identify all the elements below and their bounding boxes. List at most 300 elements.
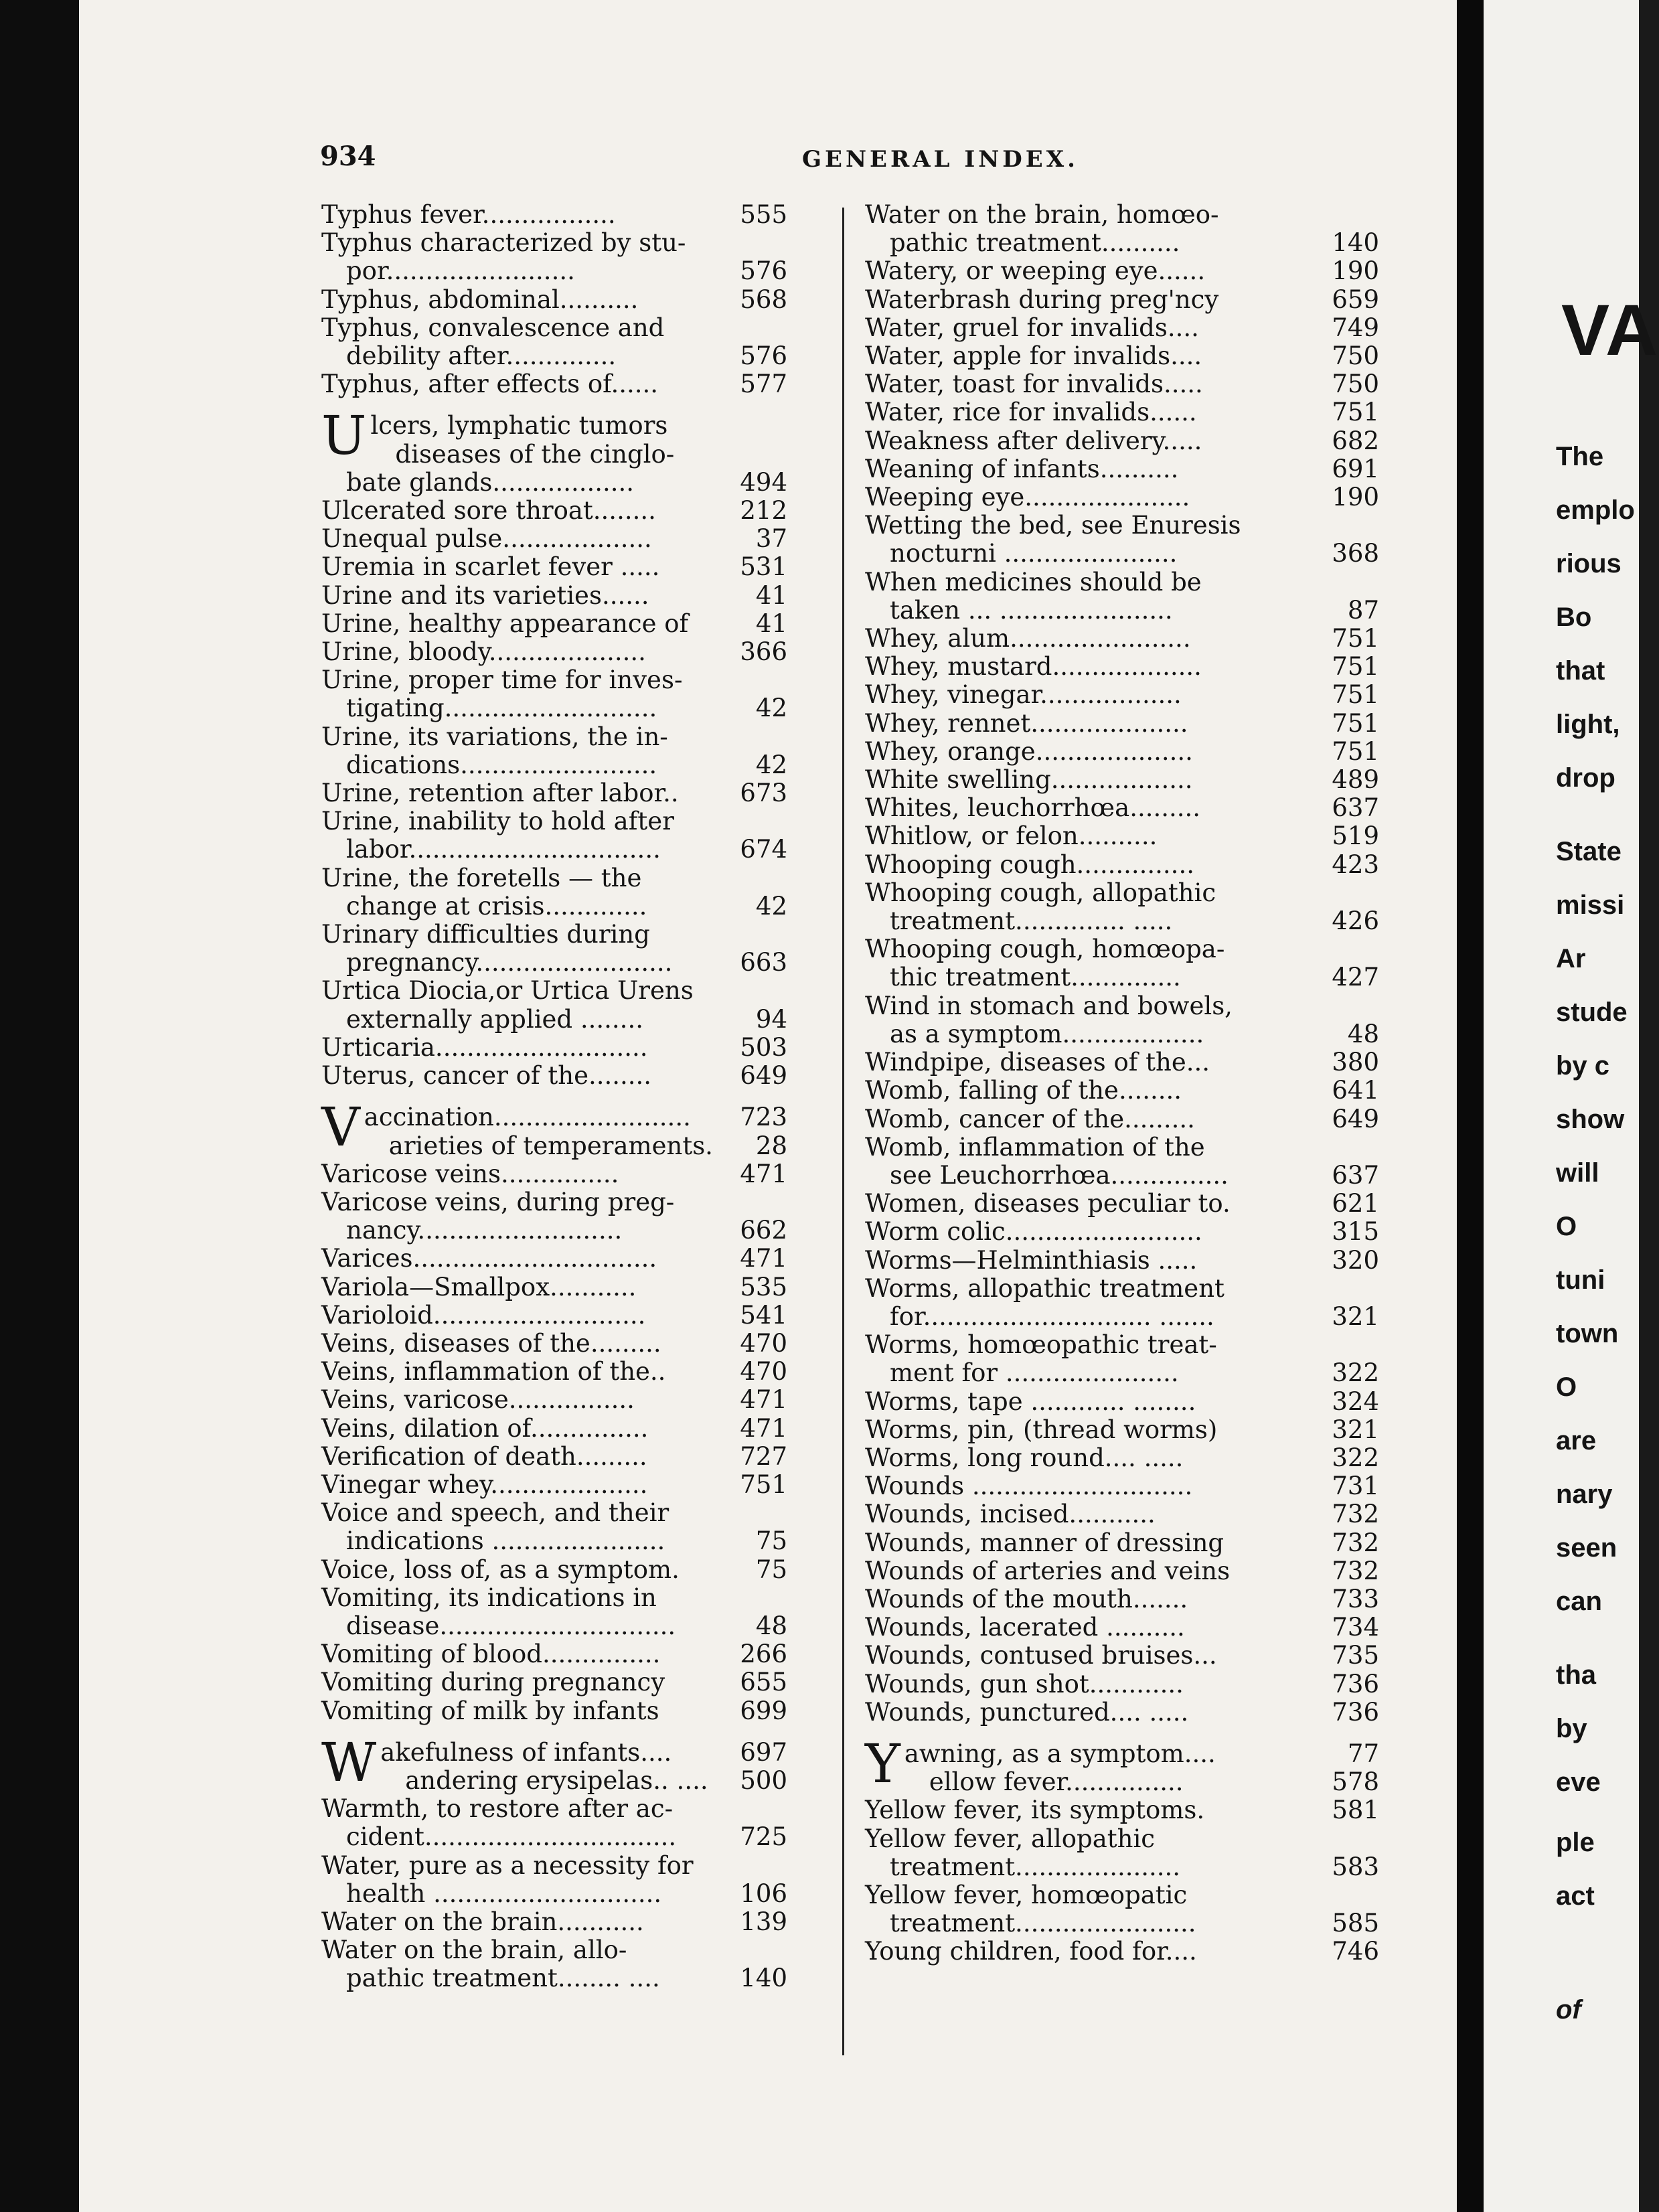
index-entry	[865, 1613, 1379, 1642]
index-column-left	[321, 201, 787, 1993]
index-entry	[865, 1529, 1379, 1557]
entry-text: Urine, proper time for inves-	[321, 665, 683, 695]
index-entry	[321, 1358, 787, 1386]
index-entry	[865, 398, 1379, 426]
index-entry	[321, 1795, 787, 1823]
entry-page: 212	[740, 496, 787, 526]
facing-page-fragment: Bo	[1556, 603, 1592, 632]
index-entry	[321, 1908, 787, 1936]
entry-text: Whooping cough, allopathic	[865, 878, 1216, 907]
index-entry	[321, 779, 787, 807]
index-entry	[321, 525, 787, 553]
index-entry	[865, 653, 1379, 681]
entry-page: 471	[740, 1159, 787, 1188]
entry-text: debility after..............	[321, 341, 617, 371]
facing-page-fragment: show	[1556, 1105, 1625, 1134]
entry-text: Wind in stomach and bowels,	[865, 991, 1233, 1020]
facing-page-fragment: missi	[1556, 890, 1625, 920]
entry-page: 576	[740, 341, 787, 371]
index-entry	[321, 1245, 787, 1273]
facing-page-fragment: tha	[1556, 1660, 1596, 1690]
index-entry	[865, 201, 1379, 229]
entry-page: 503	[740, 1032, 787, 1062]
index-entry	[321, 921, 787, 949]
index-entry	[865, 597, 1379, 625]
facing-page-heading: VA	[1561, 289, 1659, 370]
entry-text: Waterbrash during preg'ncy	[865, 285, 1219, 314]
entry-page: 494	[740, 467, 787, 497]
entry-text: Wakefulness of infants....	[321, 1731, 672, 1794]
entry-page: 736	[1332, 1669, 1379, 1698]
entry-text: Uterus, cancer of the........	[321, 1061, 652, 1091]
index-entry	[865, 1670, 1379, 1698]
index-entry	[865, 1331, 1379, 1359]
index-column-right	[865, 201, 1379, 1966]
entry-text: Wounds, punctured.... .....	[865, 1697, 1189, 1727]
entry-text: Variola—Smallpox...........	[321, 1272, 637, 1301]
entry-page: 637	[1332, 1160, 1379, 1190]
entry-page: 697	[740, 1737, 787, 1767]
entry-page: 732	[1332, 1528, 1379, 1557]
entry-text: Vaccination.........................	[321, 1096, 691, 1159]
index-entry	[865, 483, 1379, 511]
entry-text: Water, rice for invalids......	[865, 398, 1197, 427]
entry-page: 42	[755, 694, 787, 723]
facing-page-fragment: emplo	[1556, 495, 1635, 525]
entry-page: 489	[1332, 765, 1379, 795]
index-entry	[865, 286, 1379, 314]
index-entry	[321, 1006, 787, 1034]
entry-text: Women, diseases peculiar to.	[865, 1189, 1231, 1218]
entry-page: 555	[740, 200, 787, 229]
index-entry	[321, 1852, 787, 1880]
entry-text: Veins, inflammation of the..	[321, 1357, 666, 1387]
entry-text: for............................. .......	[865, 1301, 1214, 1331]
entry-text: Yawning, as a symptom....	[865, 1732, 1216, 1795]
entry-text: as a symptom..................	[865, 1019, 1204, 1048]
index-entry	[321, 1964, 787, 1992]
entry-text: cident................................	[321, 1822, 677, 1852]
entry-page: 691	[1332, 454, 1379, 483]
entry-text: andering erysipelas.. ....	[380, 1765, 708, 1795]
index-entry	[865, 681, 1379, 709]
index-entry	[321, 582, 787, 610]
index-entry	[321, 257, 787, 285]
index-entry	[865, 1247, 1379, 1275]
index-entry	[321, 638, 787, 666]
entry-page: 641	[1332, 1076, 1379, 1105]
index-entry	[865, 511, 1379, 540]
entry-text: Worms, homœopathic treat-	[865, 1330, 1217, 1360]
page-gutter	[1457, 0, 1484, 2212]
entry-page: 751	[1332, 708, 1379, 738]
entry-text: pathic treatment........ ....	[321, 1964, 660, 1993]
facing-page-fragment: are	[1556, 1426, 1597, 1455]
index-entry	[865, 1416, 1379, 1444]
index-entry	[321, 1443, 787, 1471]
facing-page-fragment: tuni	[1556, 1265, 1605, 1295]
facing-page-fragment: State	[1556, 837, 1622, 866]
entry-page: 500	[740, 1765, 787, 1795]
entry-text: Ulcers, lymphatic tumors	[321, 404, 668, 467]
entry-text: Typhus, convalescence and	[321, 313, 665, 342]
index-entry	[321, 497, 787, 525]
entry-page: 324	[1332, 1387, 1379, 1416]
entry-text: arieties of temperaments.	[364, 1131, 713, 1160]
entry-text: Wounds, contused bruises...	[865, 1641, 1217, 1670]
entry-page: 75	[755, 1526, 787, 1556]
entry-text: Wounds, manner of dressing	[865, 1528, 1224, 1557]
entry-page: 322	[1332, 1443, 1379, 1472]
entry-page: 649	[1332, 1104, 1379, 1133]
entry-page: 585	[1332, 1909, 1379, 1938]
index-entry	[865, 1048, 1379, 1077]
index-entry	[865, 370, 1379, 398]
entry-page: 727	[740, 1441, 787, 1471]
entry-page: 723	[740, 1103, 787, 1132]
index-entry	[321, 1132, 787, 1160]
index-entry	[865, 1825, 1379, 1853]
entry-page: 320	[1332, 1245, 1379, 1275]
entry-page: 535	[740, 1272, 787, 1301]
facing-page-fragment: The	[1556, 442, 1604, 471]
entry-text: Wounds of the mouth.......	[865, 1584, 1188, 1613]
entry-page: 140	[1332, 228, 1379, 258]
entry-text: Whey, alum.......................	[865, 624, 1191, 653]
index-entry	[321, 1499, 787, 1527]
entry-text: taken ... ......................	[865, 595, 1173, 625]
entry-page: 321	[1332, 1415, 1379, 1444]
index-entry	[321, 1415, 787, 1443]
entry-page: 426	[1332, 906, 1379, 936]
facing-page	[1484, 0, 1659, 2212]
entry-text: Whey, mustard...................	[865, 652, 1202, 682]
entry-page: 380	[1332, 1048, 1379, 1077]
entry-text: see Leuchorrhœa...............	[865, 1160, 1229, 1190]
index-entry	[865, 1020, 1379, 1048]
entry-text: Windpipe, diseases of the...	[865, 1048, 1210, 1077]
index-entry	[321, 286, 787, 314]
entry-page: 577	[740, 370, 787, 399]
entry-text: Whitlow, or felon..........	[865, 821, 1158, 851]
index-entry	[865, 1585, 1379, 1613]
entry-page: 751	[1332, 652, 1379, 682]
index-entry	[865, 710, 1379, 738]
entry-text: labor................................	[321, 835, 661, 864]
index-entry	[321, 751, 787, 779]
entry-page: 746	[1332, 1937, 1379, 1966]
entry-page: 674	[740, 835, 787, 864]
entry-page: 682	[1332, 426, 1379, 455]
entry-page: 732	[1332, 1556, 1379, 1585]
index-entry	[321, 666, 787, 694]
entry-text: Worms—Helminthiasis .....	[865, 1245, 1198, 1275]
entry-text: Urine, bloody....................	[321, 637, 646, 667]
entry-text: Worms, allopathic treatment	[865, 1273, 1224, 1303]
index-entry	[321, 1640, 787, 1668]
entry-text: Veins, dilation of...............	[321, 1413, 649, 1443]
drop-cap: V	[321, 1096, 360, 1159]
entry-text: externally applied ........	[321, 1004, 643, 1034]
index-entry	[865, 427, 1379, 455]
index-entry	[865, 1768, 1379, 1796]
entry-text: Whooping cough...............	[865, 850, 1194, 879]
entry-text: change at crisis.............	[321, 891, 647, 921]
index-entry	[321, 1471, 787, 1499]
index-entry	[321, 1697, 787, 1725]
index-entry	[865, 992, 1379, 1020]
entry-text: Water, pure as a necessity for	[321, 1850, 694, 1880]
entry-text: Water on the brain, homœo-	[865, 200, 1219, 229]
entry-page: 637	[1332, 793, 1379, 823]
entry-text: Wounds of arteries and veins	[865, 1556, 1231, 1585]
entry-page: 663	[740, 948, 787, 977]
entry-text: Vomiting of milk by infants	[321, 1696, 659, 1725]
facing-page-fragment: drop	[1556, 763, 1615, 793]
entry-page: 736	[1332, 1697, 1379, 1727]
index-entry	[865, 455, 1379, 483]
index-entry	[321, 342, 787, 370]
entry-text: pregnancy.........................	[321, 948, 673, 977]
entry-page: 568	[740, 285, 787, 314]
entry-page: 576	[740, 256, 787, 286]
index-entry	[865, 738, 1379, 766]
entry-page: 751	[740, 1470, 787, 1499]
index-entry	[321, 1936, 787, 1964]
facing-page-fragment: eve	[1556, 1767, 1601, 1797]
book-binding	[0, 0, 79, 2212]
entry-text: Whey, orange....................	[865, 736, 1193, 766]
running-head: GENERAL INDEX.	[802, 146, 1079, 173]
entry-text: dications.........................	[321, 750, 657, 779]
index-entry	[321, 864, 787, 892]
entry-page: 659	[1332, 285, 1379, 314]
index-entry	[321, 1880, 787, 1908]
entry-page: 621	[1332, 1189, 1379, 1218]
entry-text: pathic treatment..........	[865, 228, 1180, 258]
entry-page: 87	[1347, 595, 1379, 625]
entry-text: Womb, falling of the........	[865, 1076, 1182, 1105]
entry-text: Water, gruel for invalids....	[865, 313, 1199, 342]
entry-text: Water, apple for invalids....	[865, 341, 1202, 371]
entry-text: Typhus fever.................	[321, 200, 616, 229]
entry-page: 470	[740, 1357, 787, 1387]
index-entry	[865, 342, 1379, 370]
entry-text: Urinary difficulties during	[321, 920, 650, 949]
entry-text: Urine, healthy appearance of	[321, 609, 689, 638]
index-entry	[865, 540, 1379, 568]
index-entry	[321, 1584, 787, 1612]
entry-text: Water on the brain...........	[321, 1907, 644, 1936]
entry-page: 37	[755, 524, 787, 554]
index-entry	[865, 1388, 1379, 1416]
facing-page-fragment: Ar	[1556, 944, 1586, 973]
index-entry	[865, 1077, 1379, 1105]
entry-text: nocturni ......................	[865, 539, 1178, 568]
entry-page: 541	[740, 1300, 787, 1330]
entry-page: 41	[755, 580, 787, 610]
index-entry	[321, 1188, 787, 1216]
entry-text: Weeping eye.....................	[865, 483, 1190, 512]
entry-page: 42	[755, 891, 787, 921]
entry-text: Urine, the foretells — the	[321, 863, 642, 892]
index-entry	[865, 1190, 1379, 1218]
entry-page: 531	[740, 552, 787, 582]
index-entry	[321, 1767, 787, 1795]
entry-page: 42	[755, 750, 787, 779]
entry-page: 423	[1332, 850, 1379, 879]
entry-text: Wounds, lacerated ..........	[865, 1613, 1185, 1642]
index-entry	[321, 553, 787, 581]
facing-page-fragment: by	[1556, 1714, 1587, 1743]
drop-cap: W	[321, 1731, 377, 1794]
entry-text: Urine and its varieties......	[321, 580, 649, 610]
index-entry	[321, 314, 787, 342]
facing-page-fragment: light,	[1556, 710, 1620, 739]
index-entry	[321, 1527, 787, 1555]
index-entry	[321, 1062, 787, 1090]
facing-page-fragment: will	[1556, 1158, 1599, 1188]
entry-text: Veins, varicose................	[321, 1385, 635, 1415]
entry-text: treatment.......................	[865, 1909, 1196, 1938]
entry-text: Wounds ............................	[865, 1472, 1193, 1501]
index-entry	[321, 1386, 787, 1414]
entry-text: Varioloid...........................	[321, 1300, 646, 1330]
entry-text: Vinegar whey....................	[321, 1470, 648, 1499]
index-entry	[865, 1557, 1379, 1585]
index-entry	[321, 370, 787, 398]
entry-page: 734	[1332, 1613, 1379, 1642]
entry-text: Watery, or weeping eye......	[865, 256, 1206, 286]
index-entry	[321, 1301, 787, 1330]
entry-page: 77	[1347, 1739, 1379, 1768]
entry-page: 655	[740, 1668, 787, 1697]
entry-page: 733	[1332, 1584, 1379, 1613]
entry-page: 662	[740, 1216, 787, 1245]
entry-page: 471	[740, 1244, 787, 1273]
entry-text: health .............................	[321, 1879, 662, 1908]
facing-page-fragment: can	[1556, 1587, 1602, 1616]
index-entry	[865, 1909, 1379, 1938]
index-entry	[865, 257, 1379, 285]
entry-text: Varicose veins, during preg-	[321, 1187, 675, 1216]
entry-page: 583	[1332, 1852, 1379, 1881]
entry-page: 94	[755, 1004, 787, 1034]
index-entry	[321, 892, 787, 921]
facing-page-fragment: seen	[1556, 1533, 1617, 1563]
entry-text: ment for ......................	[865, 1358, 1179, 1388]
entry-text: por........................	[321, 256, 575, 286]
entry-page: 190	[1332, 256, 1379, 286]
entry-text: Whooping cough, homœopa-	[865, 935, 1225, 964]
entry-page: 140	[740, 1964, 787, 1993]
entry-text: Worms, pin, (thread worms)	[865, 1415, 1218, 1444]
entry-page: 315	[1332, 1217, 1379, 1247]
entry-text: Yellow fever, homœopatic	[865, 1880, 1188, 1909]
entry-text: bate glands..................	[321, 467, 635, 497]
entry-page: 649	[740, 1061, 787, 1091]
entry-page: 735	[1332, 1641, 1379, 1670]
drop-cap: Y	[865, 1732, 900, 1795]
entry-page: 519	[1332, 821, 1379, 851]
entry-text: Wounds, gun shot............	[865, 1669, 1184, 1698]
index-entry	[321, 1556, 787, 1584]
entry-page: 578	[1332, 1767, 1379, 1797]
entry-text: Voice and speech, and their	[321, 1498, 669, 1528]
index-entry	[865, 1500, 1379, 1528]
entry-text: Young children, food for....	[865, 1937, 1197, 1966]
facing-page-fragment: that	[1556, 656, 1605, 686]
entry-text: Wetting the bed, see Enuresis	[865, 511, 1241, 540]
drop-cap: U	[321, 404, 367, 467]
entry-text: Warmth, to restore after ac-	[321, 1794, 674, 1824]
entry-text: When medicines should be	[865, 567, 1202, 597]
entry-page: 751	[1332, 736, 1379, 766]
index-entry	[865, 822, 1379, 850]
entry-page: 190	[1332, 483, 1379, 512]
entry-page: 581	[1332, 1796, 1379, 1825]
index-entry	[321, 1160, 787, 1188]
index-entry	[865, 907, 1379, 935]
entry-page: 749	[1332, 313, 1379, 342]
index-entry	[865, 1938, 1379, 1966]
entry-text: thic treatment..............	[865, 963, 1181, 992]
entry-text: Wounds, incised...........	[865, 1500, 1156, 1529]
index-entry	[865, 1796, 1379, 1824]
entry-text: treatment.....................	[865, 1852, 1181, 1881]
index-entry	[321, 807, 787, 836]
entry-page: 751	[1332, 398, 1379, 427]
entry-page: 470	[740, 1328, 787, 1358]
facing-page-fragment: stude	[1556, 998, 1628, 1027]
index-entry	[865, 1881, 1379, 1909]
facing-page-fragment: rious	[1556, 549, 1622, 578]
entry-text: Womb, inflammation of the	[865, 1132, 1205, 1162]
entry-text: Worms, long round.... .....	[865, 1443, 1184, 1472]
facing-page-fragment: by c	[1556, 1051, 1610, 1081]
index-entry	[865, 1444, 1379, 1472]
index-entry	[321, 1612, 787, 1640]
entry-text: Varicose veins...............	[321, 1159, 619, 1188]
entry-page: 48	[1347, 1019, 1379, 1048]
entry-text: Worms, tape ............ ........	[865, 1387, 1196, 1416]
entry-text: Ulcerated sore throat........	[321, 496, 656, 526]
entry-text: Womb, cancer of the.........	[865, 1104, 1195, 1133]
entry-text: Typhus, abdominal..........	[321, 285, 639, 314]
entry-text: White swelling..................	[865, 765, 1193, 795]
entry-page: 75	[755, 1555, 787, 1584]
index-entry	[321, 1273, 787, 1301]
entry-text: Uremia in scarlet fever .....	[321, 552, 660, 582]
entry-text: Typhus characterized by stu-	[321, 228, 686, 258]
entry-page: 750	[1332, 341, 1379, 371]
index-entry	[321, 229, 787, 257]
index-entry	[321, 1034, 787, 1062]
index-entry	[321, 694, 787, 722]
entry-text: Whey, vinegar..................	[865, 680, 1182, 710]
entry-text: Urine, its variations, the in-	[321, 722, 668, 751]
entry-text: Water, toast for invalids.....	[865, 370, 1203, 399]
index-entry	[865, 766, 1379, 794]
entry-page: 750	[1332, 370, 1379, 399]
index-entry	[865, 879, 1379, 907]
entry-text: treatment.............. .....	[865, 906, 1173, 936]
entry-text: Vomiting during pregnancy	[321, 1668, 665, 1697]
entry-page: 732	[1332, 1500, 1379, 1529]
entry-text: Yellow fever, allopathic	[865, 1824, 1156, 1853]
entry-page: 322	[1332, 1358, 1379, 1388]
entry-text: Whites, leuchorrhœa.........	[865, 793, 1201, 823]
